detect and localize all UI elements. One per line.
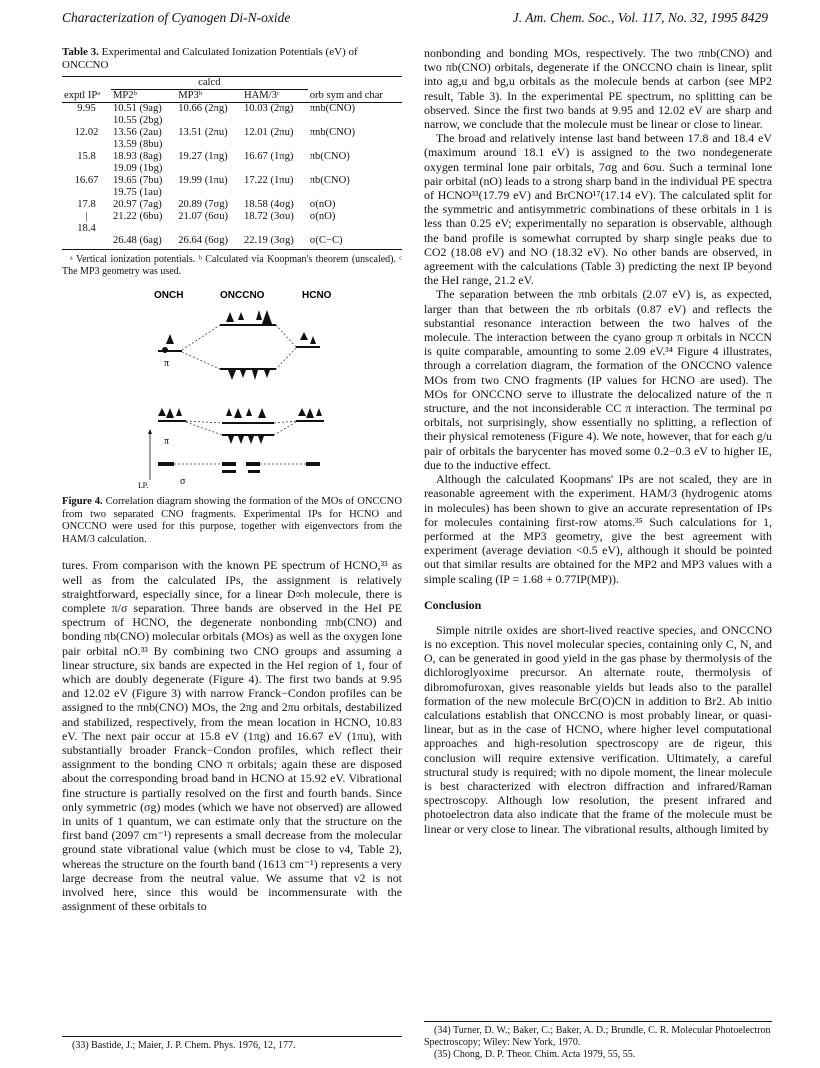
table-caption: [62, 46, 402, 72]
table-cell: [308, 187, 402, 199]
figure-caption: [62, 496, 402, 546]
table-cell: [62, 115, 111, 127]
table-cell: [242, 139, 308, 151]
table-footnote: ᵃ Vertical ionization potentials. ᵇ Calculated via Koopman's theorem (unscaled). ᶜ The MP3 geometry was used.: [62, 254, 402, 277]
conclusion-heading: Conclusion: [424, 597, 482, 612]
table-cell: σ(nO): [309, 211, 336, 222]
table-cell: 18.72 (3σu): [243, 211, 294, 222]
running-header: [62, 10, 768, 30]
table-cell: [62, 235, 111, 247]
table-cell: [242, 115, 308, 127]
table-cell: 19.27 (1πg): [178, 151, 228, 162]
table-cell: 12.02: [74, 127, 99, 138]
upper-connectors: [182, 325, 296, 369]
table-cell: [308, 139, 402, 151]
table-cell: 20.89 (7σg): [178, 199, 229, 210]
table-header-cell: MP3ᵇ: [178, 90, 203, 101]
footnote-ref-33: (33) Bastide, J.; Maier, J. P. Chem. Phys. 1976, 12, 177.: [62, 1036, 402, 1052]
right-paragraph-3: The separation between the πnb orbitals (2.07 eV) is, as expected, larger than that between the πb orbitals (0.87 eV) and reflects the substantial resonance interaction between the two halves of the molecule. The interaction between the cyano group π orbitals in NCCN is quite comparable, amounting to some 2.09 eV.³⁴ Figure 4 illustrates, through a correlation diagram, the formation of the ONCCNO valence MOs from two CNO fragments (IP values for HCNO are used). The MOs for ONCCNO serve to illustrate the delocalized nature of the π structure, and the not inconsiderable CC π interaction. The terminal pσ orbitals, not surprisingly, show essentially no splitting, a reflection of their physical remoteness (Figure 4). We note, however, that for each g/u pair of orbitals the barycenter has moved some 0.2−0.3 eV to higher IE, due to the inductive effect.: [424, 287, 772, 472]
table-caption-text: Experimental and Calculated Ionization Potentials (eV) of ONCCNO: [62, 46, 358, 71]
table-cell: 19.09 (1bg): [113, 163, 163, 174]
table-cell: [176, 139, 242, 151]
table-cell: [242, 163, 308, 175]
table-row: [62, 175, 402, 187]
left-body-paragraph: tures. From comparison with the known PE spectrum of HCNO,³³ as well as from the calculated IPs, the assignment is relatively straightforward, especially since, for a linear D∞h molecule, there is complete π/σ separation. Three bands are observed in the HeI PE spectrum of HCNO, the degenerate nonbonding πnb(CNO) and bonding πb(CNO) molecular orbitals (MOs) as well as the oxygen lone pair orbital nO.³³ By combining two CNO groups and assuming a linear structure, six bands are expected in the HeI region of 1, four of which are doubly degenerate (Figure 4). The first two bands at 9.95 and 12.02 eV (Figure 3) with narrow Franck−Condon profiles can be assigned to the πnb(CNO) MOs, the 2πg and 2πu orbitals, destabilized and stabilized, respectively, from the mean location in HCNO, 10.83 eV. The next pair occur at 15.8 eV (1πg) and 16.67 eV (1πu), with substantially broader Franck−Condon profiles, which reflect their assignment to the bonding CNO π orbitals; again these are disposed about the corresponding broad band in HCNO at 15.92 eV. Vibrational fine structure is partially resolved on the first and fourth bands. Since only symmetric (σg) modes (which we have not observed) are allowed in units of 1 quantum, we can estimate only that the structure on the first band (2097 cm⁻¹) represents a small decrease from the molecular ground state vibrational value (which must be close to ν4, Table 2), whereas the structure on the fourth band (1613 cm⁻¹) represents a very large decrease from the neutral value. We assume that ν2 is not involved here, since this would be incommensurate with the assignment of these orbitals to: [62, 558, 402, 914]
calcd-header: calcd: [111, 77, 308, 90]
table-cell: 19.75 (1au): [113, 187, 162, 198]
right-paragraph-2: The broad and relatively intense last band between 17.8 and 18.4 eV (maximum around 18.1 eV) is assigned to the two nondegenerate oxygen terminal lone pair orbitals, 7σg and 6σu. Such a terminal lone pair orbital (nO) leads to a strong sharp band in the individual PE spectra of HCNO³³(17.79 eV) and BrCNO¹⁷(17.14 eV). The calculated split for the symmetric and antisymmetric combinations of these orbitals in 1 is less than 0.25 eV; experimentally no separation is observable, although the band profile is somewhat corrupted by sharp single peaks due to CO2 (18.08 eV) and NO (18.32 eV). No other bands are observed, in agreement with the calculations (Table 3) predicting the next IP beyond the HeI range, 21.2 eV.: [424, 131, 772, 288]
table-cell: [62, 187, 111, 199]
table-label: Table 3.: [62, 46, 99, 58]
table-row: [62, 211, 402, 223]
right-references: [424, 1021, 772, 1061]
table-cell: 17.22 (1πu): [243, 175, 294, 186]
table-cell: |: [85, 211, 88, 222]
table-cell: [62, 139, 111, 151]
table-cell: 21.07 (6σu): [178, 211, 229, 222]
table-cell: σ(C−C): [309, 235, 343, 246]
table-row: [62, 115, 402, 127]
conclusion-paragraph: Simple nitrile oxides are short-lived reactive species, and ONCCNO is no exception. This novel molecular species, containing only C, N, and O, can be generated in good yield in the gas phase by thermolysis of the dichloroglyoxime precursor. An alternate route, thermolysis of dibromofuroxan, gives reasonable yields but leads also to the parallel formation of the new molecule BrC(O)CN in addition to Br2. Ab initio calculations establish that ONCCNO is most probably linear, or quasi-linear, but as in the case of HCNO, where higher level computational approaches and high-resolution spectroscopy are de rigeur, this conclusion will require extensive verification. Ultimately, a careful structural study is required; with no dipole moment, the linear molecule is best characterized with electron diffraction and infrared/Raman spectroscopy. Although low resolution, the present infrared and photoelectron data also indicate that the frame of the molecule must be linear or very close to linear. The vibrational results, although limited by: [424, 622, 772, 836]
table-cell: 19.99 (1πu): [178, 175, 228, 186]
table-cell: 20.97 (7ag): [113, 199, 162, 210]
table-cell: 10.03 (2πg): [243, 103, 294, 114]
table-row: [62, 187, 402, 199]
table-cell: 18.4: [77, 223, 96, 234]
table-cell: 26.64 (6σg): [178, 235, 229, 246]
table-row: [62, 199, 402, 211]
table-cell: [242, 223, 308, 235]
left-column: [62, 46, 402, 913]
table-cell: [176, 223, 242, 235]
table-cell: πb(CNO): [309, 151, 350, 162]
table-cell: 13.51 (2πu): [178, 127, 228, 138]
table-cell: [176, 163, 242, 175]
footnote-ref-35: (35) Chong, D. P. Theor. Chim. Acta 1979, 55, 55.: [434, 1049, 636, 1060]
table-cell: 19.65 (7bu): [113, 175, 163, 186]
table-cell: σ(nO): [309, 199, 336, 210]
table-cell: 15.8: [77, 151, 96, 162]
table-cell: [111, 223, 176, 235]
figure-caption-text: Correlation diagram showing the formation of the MOs of ONCCNO from two separated CNO fragments. Experimental IPs for HCNO and ONCCNO were used for this purpose, together with eigenvectors from the HAM/3 calculation.: [62, 496, 402, 545]
col-label-onccno: ONCCNO: [220, 290, 265, 301]
lower-pi-orbitals: [158, 408, 324, 444]
table-cell: 10.55 (2bg): [113, 115, 163, 126]
table-row: [62, 103, 402, 116]
table-row: [62, 223, 402, 235]
table-cell: 16.67 (1πg): [243, 151, 294, 162]
ip-axis-arrow: [148, 429, 152, 434]
figure-4-diagram: [62, 284, 402, 494]
table-cell: [242, 187, 308, 199]
right-column: [424, 46, 772, 836]
ip-axis-label: I.P.: [138, 481, 149, 490]
table-cell: πnb(CNO): [309, 127, 356, 138]
table-cell: 10.51 (9ag): [113, 103, 162, 114]
table-cell: 9.95: [77, 103, 96, 114]
table-cell: 18.93 (8ag): [113, 151, 162, 162]
table-cell: 13.59 (8bu): [113, 139, 163, 150]
table-cell: 16.67: [74, 175, 99, 186]
upper-pi-orbitals: [158, 310, 320, 380]
table-cell: 10.66 (2πg): [178, 103, 228, 114]
table-header-cell: HAM/3ᶜ: [243, 90, 280, 101]
table-row: [62, 235, 402, 247]
level-label-pi-lower: π: [164, 436, 170, 447]
header-journal: J. Am. Chem. Soc., Vol. 117, No. 32, 1995 8429: [512, 10, 768, 25]
table-cell: 18.58 (4σg): [243, 199, 294, 210]
table-cell: 13.56 (2au): [113, 127, 162, 138]
col-label-hcno: HCNO: [302, 290, 332, 301]
table-row: [62, 127, 402, 139]
table-row: [62, 139, 402, 151]
table-cell: 26.48 (6ag): [113, 235, 162, 246]
table-cell: 22.19 (3σg): [243, 235, 294, 246]
figure-label: Figure 4.: [62, 496, 103, 507]
table-cell: [308, 223, 402, 235]
col-label-onch: ONCH: [154, 290, 184, 301]
table-cell: 17.8: [77, 199, 96, 210]
level-label-sigma: σ: [180, 476, 186, 487]
right-paragraph-4: Although the calculated Koopmans' IPs are not scaled, they are in reasonable agreement with the experiment. HAM/3 (hydrogenic atoms in molecules) has been shown to give an accurate representation of IPs for molecules containing first-row atoms.³⁵ Such calculations for 1, performed at the MP3 geometry, give the best agreement with experiment (average deviation <0.5 eV), although it should be pointed out that similar results are obtained for the MP2 and MP3 values with a simple scaling (IP = 1.68 + 0.77IP(MP)).: [424, 472, 772, 586]
table-header-cell: exptl IPᵃ: [64, 89, 101, 101]
table-cell: [176, 187, 242, 199]
table-cell: πnb(CNO): [309, 103, 356, 114]
table-row: [62, 163, 402, 175]
table-cell: [308, 115, 402, 127]
table-header-cell: orb sym and char: [309, 89, 383, 101]
table-row: [62, 151, 402, 163]
correlation-diagram: [62, 284, 402, 494]
footnote-ref-34: (34) Turner, D. W.; Baker, C.; Baker, A. D.; Brundle, C. R. Molecular Photoelectron Spectroscopy; Wiley: New York, 1970.: [424, 1025, 771, 1048]
table-cell: [62, 163, 111, 175]
table-cell: 12.01 (2πu): [243, 127, 294, 138]
table-cell: 21.22 (6bu): [113, 211, 163, 222]
right-paragraph-1: nonbonding and bonding MOs, respectively. The two πnb(CNO) and two πb(CNO) orbitals, degenerate if the ONCCNO chain is linear, split into ag,u and bg,u orbitals as the molecule bends at carbon (see MP2 result, Table 3). In the experimental PE spectrum, no splitting can be observed. Since the first two bands at 9.95 and 12.02 eV are sharp and narrow, we conclude that the molecule must be linear or close to linear.: [424, 46, 772, 132]
table-cell: πb(CNO): [309, 175, 350, 186]
level-label-pi-upper: π: [164, 358, 170, 369]
table-cell: [176, 115, 242, 127]
header-title: Characterization of Cyanogen Di-N-oxide: [62, 10, 291, 25]
table-header-cell: MP2ᵇ: [113, 90, 137, 101]
ionization-table: [62, 76, 402, 247]
table-cell: [308, 163, 402, 175]
